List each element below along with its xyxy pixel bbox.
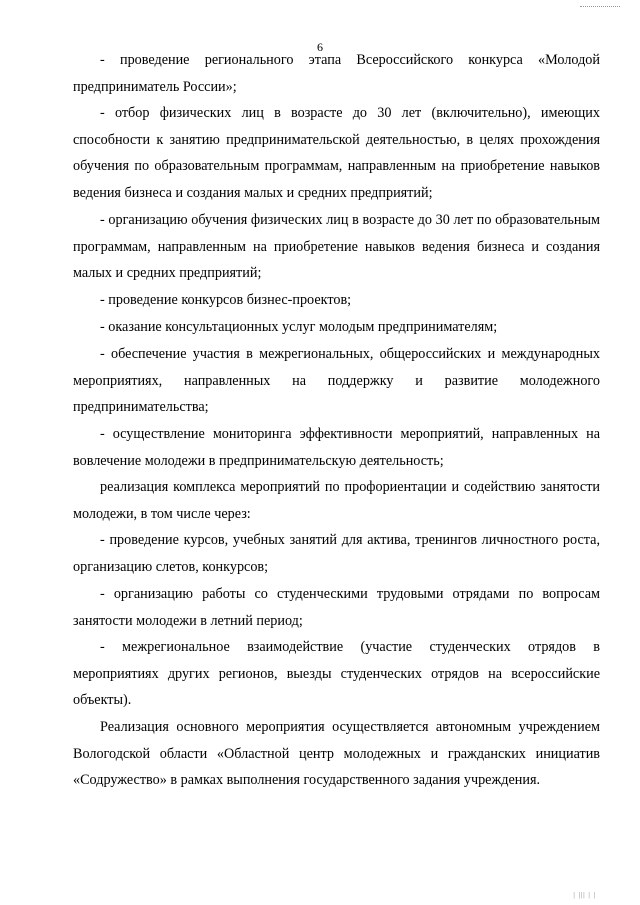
- body-paragraph: Реализация основного мероприятия осуществляется автономным учреждением Вологодской области «Областной центр молодежных и гражданских инициатив «Содружество» в рамках выполнения государственного задания учреждения.: [73, 719, 600, 789]
- scan-mark-bottom: | ||| | |: [573, 891, 596, 899]
- list-item: - межрегиональное взаимодействие (участие студенческих отрядов в мероприятиях других регионов, выезды студенческих отрядов на всероссийские объекты).: [73, 639, 600, 709]
- list-item: - обеспечение участия в межрегиональных, общероссийских и международных мероприятиях, направленных на поддержку и развитие молодежного предпринимательства;: [73, 346, 600, 416]
- scan-mark-top: [580, 0, 620, 7]
- body-paragraph: реализация комплекса мероприятий по профориентации и содействию занятости молодежи, в том числе через:: [73, 479, 600, 522]
- list-item: - организацию обучения физических лиц в возрасте до 30 лет по образовательным программам, направленным на приобретение навыков ведения бизнеса и создания малых и средних предприятий;: [73, 212, 600, 282]
- list-item: - осуществление мониторинга эффективности мероприятий, направленных на вовлечение молодежи в предпринимательскую деятельность;: [73, 426, 600, 469]
- list-item: - оказание консультационных услуг молодым предпринимателям;: [100, 319, 498, 335]
- list-item: - проведение регионального этапа Всероссийского конкурса «Молодой предприниматель России»;: [73, 52, 600, 95]
- list-item: - отбор физических лиц в возрасте до 30 лет (включительно), имеющих способности к занятию предпринимательской деятельностью, в целях прохождения обучения по образовательным программам, направленным на приобретение навыков ведения бизнеса и создания малых и средних предприятий;: [73, 105, 600, 202]
- page-number: 6: [317, 40, 323, 54]
- list-item: - организацию работы со студенческими трудовыми отрядами по вопросам занятости молодежи в летний период;: [73, 586, 600, 629]
- list-item: - проведение курсов, учебных занятий для актива, тренингов личностного роста, организацию слетов, конкурсов;: [73, 532, 600, 575]
- list-item: - проведение конкурсов бизнес-проектов;: [100, 292, 352, 308]
